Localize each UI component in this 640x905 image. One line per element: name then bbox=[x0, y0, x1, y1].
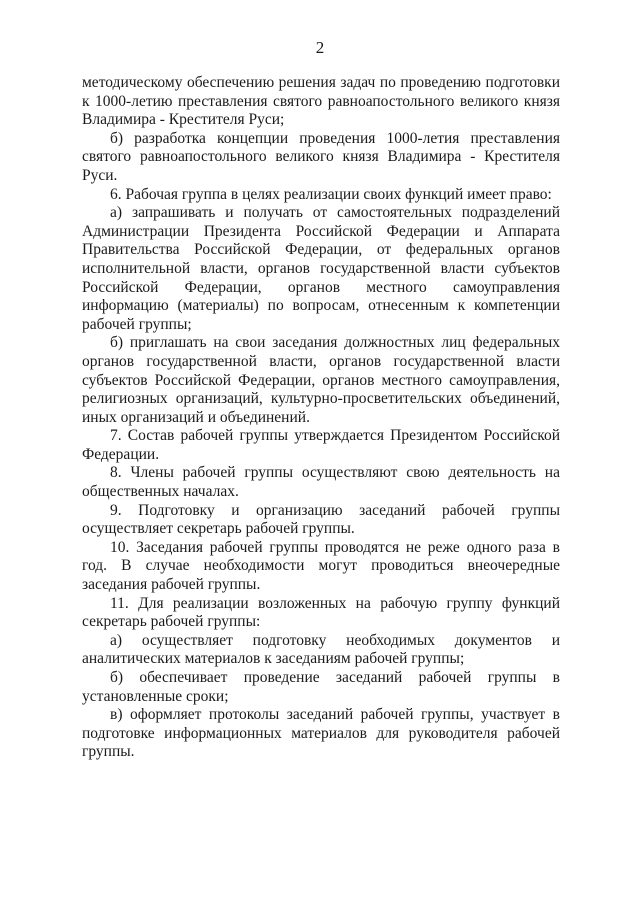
paragraph-11c: в) оформляет протоколы заседаний рабочей группы, участвует в подготовке информационных материалов для руководителя рабочей группы. bbox=[82, 706, 560, 761]
page-number: 2 bbox=[315, 38, 325, 57]
paragraph-11: 11. Для реализации возложенных на рабочую группу функций секретарь рабочей группы: bbox=[82, 594, 560, 631]
paragraph-11a: а) осуществляет подготовку необходимых документов и аналитических материалов к заседаниям рабочей группы; bbox=[82, 631, 560, 668]
document-body bbox=[82, 74, 560, 762]
paragraph-9: 9. Подготовку и организацию заседаний рабочей группы осуществляет секретарь рабочей группы. bbox=[82, 501, 560, 538]
paragraph-6b: б) приглашать на свои заседания должностных лиц федеральных органов государственной власти, органов государственной власти субъектов Российской Федерации, органов местного самоуправления, религиозных организаций, культурно-просветительских объединений, иных организаций и объединений. bbox=[82, 334, 560, 426]
paragraph-5b: б) разработка концепции проведения 1000-летия преставления святого равноапостольного великого князя Владимира - Крестителя Руси. bbox=[82, 129, 560, 184]
paragraph-continuation: методическому обеспечению решения задач по проведению подготовки к 1000-летию преставления святого равноапостольного великого князя Владимира - Крестителя Руси; bbox=[82, 74, 560, 129]
paragraph-8: 8. Члены рабочей группы осуществляют свою деятельность на общественных началах. bbox=[82, 464, 560, 501]
paragraph-11b: б) обеспечивает проведение заседаний рабочей группы в установленные сроки; bbox=[82, 669, 560, 705]
paragraph-6a: а) запрашивать и получать от самостоятельных подразделений Администрации Президента Российской Федерации и Аппарата Правительства Российской Федерации, от федеральных органов исполнительной власти, органов государственной власти субъектов Российской Федерации, органов местного самоуправления информацию (материалы) по вопросам, отнесенным к компетенции рабочей группы; bbox=[82, 204, 560, 333]
paragraph-10: 10. Заседания рабочей группы проводятся не реже одного раза в год. В случае необходимости могут проводиться внеочередные заседания рабочей группы. bbox=[82, 538, 560, 594]
paragraph-7: 7. Состав рабочей группы утверждается Президентом Российской Федерации. bbox=[82, 427, 560, 463]
paragraph-6: 6. Рабочая группа в целях реализации своих функций имеет право: bbox=[110, 185, 552, 203]
